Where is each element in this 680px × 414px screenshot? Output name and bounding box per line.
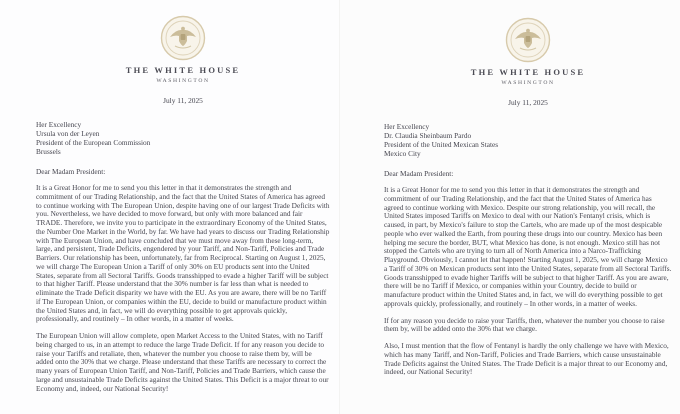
letter-date: July 11, 2025 (163, 96, 203, 105)
recipient-block (36, 120, 330, 156)
recipient-line: President of the European Commission (36, 138, 151, 148)
recipient-line: Ursula von der Leyen (36, 129, 100, 139)
letter-page-mexico (340, 0, 680, 414)
recipient-line: Dr. Claudia Sheinbaum Pardo (384, 131, 472, 141)
letterhead-title: THE WHITE HOUSE (470, 67, 586, 77)
body-paragraph: It is a Great Honor for me to send you this letter in that it demonstrates the strength and commitment of our Trading Relationship, and the fact that the United States of America has agreed to continue working with The European Union, despite having one of our largest Trade Deficits with you. Nevertheless, we have decided to move forward, but only with more balanced and fair TRADE. Therefore, we invite you to participate in the extraordinary Economy of the United States, the Number One Market in the World, by far. We have had years to discuss our Trading Relationship with The European Union, and have concluded that we must move away from these long-term, large, and persistent, Trade Deficits, engendered by your Tariff, and Non-Tariff, Policies and Trade Barriers. Our relationship has been, unfortunately, far from Reciprocal. Starting on August 1, 2025, we will charge The European Union a Tariff of only 30% on EU products sent into the United States, separate from all Sectoral Tariffs. Goods transshipped to evade a higher Tariff will be subject to that higher Tariff. Please understand that the 30% number is far less than what is needed to eliminate the Trade Deficit disparity we have with the EU. As you are aware, there will be no Tariff if The European Union, or companies within the EU, decide to build or manufacture product within the United States and, in fact, we will do everything possible to get approvals quickly, professionally, and routinely – In other words, in a matter of weeks. (36, 183, 330, 324)
recipient-block (384, 122, 672, 158)
salutation: Dear Madam President: (36, 167, 106, 177)
letterhead-subtitle: WASHINGTON (501, 80, 555, 86)
recipient-line: Mexico City (384, 149, 421, 159)
recipient-line: Her Excellency (384, 122, 430, 131)
body-paragraph: It is a Great Honor for me to send you this letter in that it demonstrates the strength and commitment of our Trading Relationship, and the fact that the United States of America has agreed to continue working with Mexico. Despite our strong relationship, you will recall, the United States imposed Tariffs on Mexico to deal with our Nation's Fentanyl crisis, which is caused, in part, by Mexico's failure to stop the Cartels, who are made up of the most despicable people who ever walked the Earth, from pouring these drugs into our country. Mexico has been helping me secure the border, BUT, what Mexico has done, is not enough. Mexico still has not stopped the Cartels who are trying to turn all of North America into a Narco-Trafficking Playground. Obviously, I cannot let that happen! Starting August 1, 2025, we will charge Mexico a Tariff of 30% on Mexican products sent into the United States, separate from all Sectoral Tariffs. Goods transshipped to evade higher Tariffs will be subject to that higher Tariff. As you are aware, there will be no Tariff if Mexico, or companies within your Country, decide to build or manufacture product within the United States and, in fact, we will do everything possible to get approvals quickly, professionally, and routinely – In other words, in a matter of weeks. (384, 185, 672, 308)
salutation: Dear Madam President: (384, 169, 454, 179)
body-paragraph: Also, I must mention that the flow of Fentanyl is hardly the only challenge we have with Mexico, which has many Tariff, and Non-Tariff, Policies and Trade Barriers, which cause unsustainable Trade Deficits against the United States. The Trade Deficit is a major threat to our Economy and, indeed, our National Security! (384, 341, 669, 377)
recipient-line: Her Excellency (36, 120, 82, 129)
presidential-seal-icon (160, 15, 206, 61)
body-paragraph: If for any reason you decide to raise your Tariffs, then, whatever the number you choose to raise them by, will be added onto the 30% that we charge. (384, 315, 665, 334)
letterhead-subtitle: WASHINGTON (156, 78, 210, 84)
body-paragraph: The European Union will allow complete, open Market Access to the United States, with no Tariff being charged to us, in an attempt to reduce the large Trade Deficit. If for any reason you decide to raise your Tariffs and retaliate, then, whatever the number you choose to raise them by, will be added onto the 30% that we charge. Please understand that these Tariffs are necessary to correct the many years of European Union Tariff, and Non-Tariff, Policies and Trade Barriers, which cause the large and unsustainable Trade Deficits against the United States. This Deficit is a major threat to our Economy and, indeed, our National Security! (36, 331, 329, 393)
letterhead-title: THE WHITE HOUSE (125, 65, 241, 75)
presidential-seal-icon (505, 17, 551, 63)
recipient-line: Brussels (36, 147, 61, 157)
recipient-line: President of the United Mexican States (384, 140, 499, 150)
letter-date: July 11, 2025 (508, 98, 548, 107)
